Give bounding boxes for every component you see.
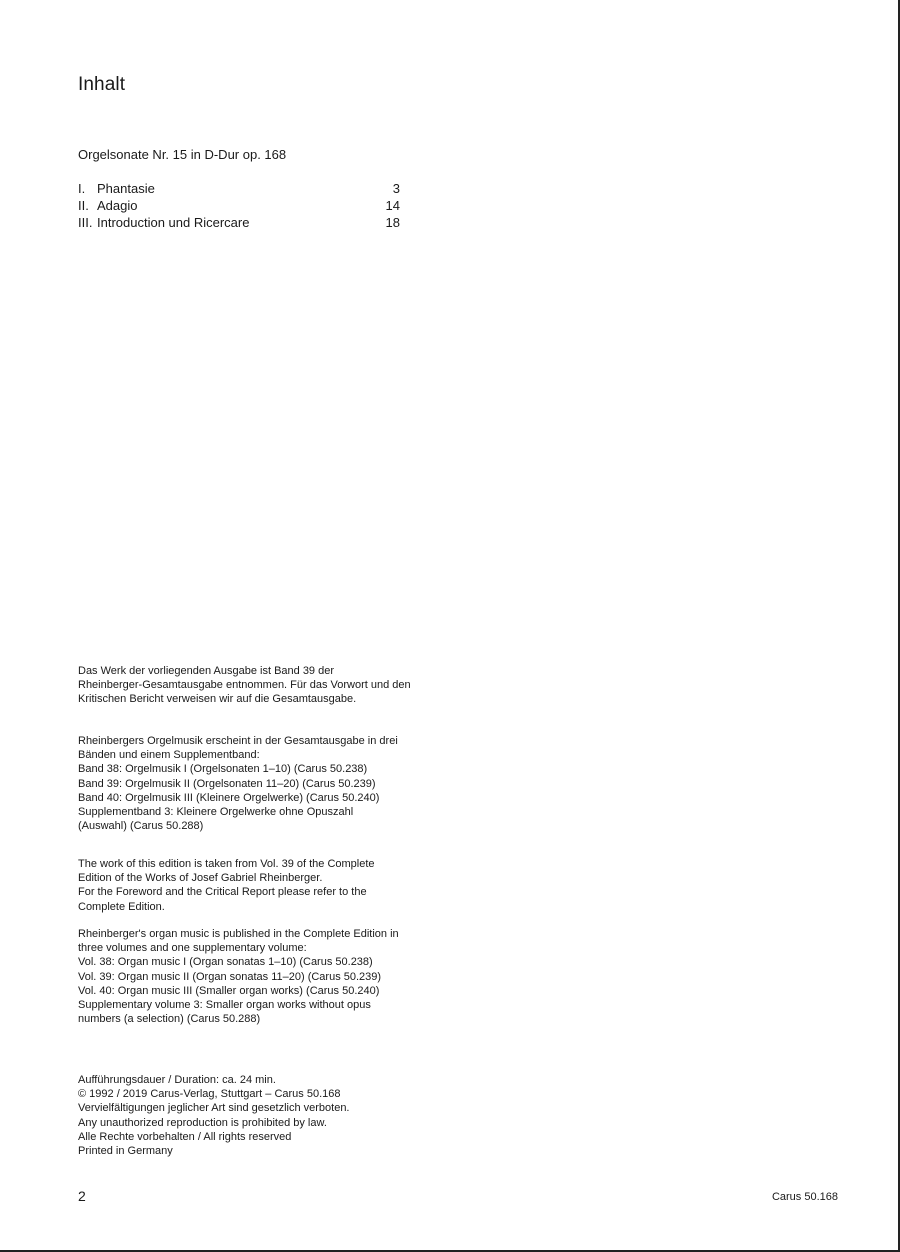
legal-notice bbox=[78, 1073, 478, 1158]
text-line: Aufführungsdauer / Duration: ca. 24 min. bbox=[78, 1074, 276, 1086]
text-line: For the Foreword and the Critical Report please refer to the bbox=[78, 886, 367, 899]
text-line: numbers (a selection) (Carus 50.288) bbox=[78, 1013, 261, 1026]
text-line: Band 38: Orgelmusik I (Orgelsonaten 1–10) (Carus 50.238) bbox=[78, 763, 368, 776]
page-title: Inhalt bbox=[78, 74, 126, 95]
toc-entry-number: III. bbox=[78, 215, 93, 230]
text-line: Rheinberger-Gesamtausgabe entnommen. Für das Vorwort und den bbox=[78, 679, 411, 692]
text-line: Vol. 39: Organ music II (Organ sonatas 11–20) (Carus 50.239) bbox=[78, 970, 382, 983]
text-line: Vol. 38: Organ music I (Organ sonatas 1–10) (Carus 50.238) bbox=[78, 956, 373, 969]
english-volumes-note bbox=[78, 927, 478, 1026]
text-line: Bänden und einem Supplementband: bbox=[78, 749, 260, 762]
page-number: 2 bbox=[78, 1188, 86, 1204]
text-line: Alle Rechte vorbehalten / All rights reserved bbox=[78, 1130, 292, 1143]
table-of-contents bbox=[78, 180, 400, 231]
text-line: Any unauthorized reproduction is prohibited by law. bbox=[78, 1116, 327, 1129]
text-line: (Auswahl) (Carus 50.288) bbox=[78, 820, 204, 833]
toc-entry-label: Phantasie bbox=[97, 181, 155, 196]
text-line: Rheinberger's organ music is published in the Complete Edition in bbox=[78, 928, 399, 940]
text-line: Das Werk der vorliegenden Ausgabe ist Band 39 der bbox=[78, 665, 335, 677]
english-source-note bbox=[78, 857, 478, 914]
text-line: Kritischen Bericht verweisen wir auf die Gesamtausgabe. bbox=[78, 693, 357, 706]
toc-entry-page: 3 bbox=[392, 181, 400, 196]
text-line: © 1992 / 2019 Carus-Verlag, Stuttgart – Carus 50.168 bbox=[78, 1088, 341, 1101]
toc-entry-label: Adagio bbox=[97, 198, 138, 213]
text-line: The work of this edition is taken from Vol. 39 of the Complete bbox=[78, 858, 375, 870]
text-line: three volumes and one supplementary volume: bbox=[78, 942, 307, 955]
text-line: Band 40: Orgelmusik III (Kleinere Orgelwerke) (Carus 50.240) bbox=[78, 791, 380, 804]
german-volumes-note bbox=[78, 734, 478, 833]
text-line: Printed in Germany bbox=[78, 1145, 173, 1158]
text-line: Rheinbergers Orgelmusik erscheint in der Gesamtausgabe in drei bbox=[78, 735, 398, 747]
german-source-note bbox=[78, 664, 478, 707]
toc-entry bbox=[78, 180, 400, 197]
text-line: Complete Edition. bbox=[78, 900, 165, 913]
text-line: Vervielfältigungen jeglicher Art sind gesetzlich verboten. bbox=[78, 1102, 350, 1115]
text-line: Supplementary volume 3: Smaller organ works without opus bbox=[78, 999, 371, 1012]
toc-entry-label: Introduction und Ricercare bbox=[97, 215, 250, 230]
text-line: Supplementband 3: Kleinere Orgelwerke ohne Opuszahl bbox=[78, 806, 354, 819]
toc-entry-number: II. bbox=[78, 198, 89, 213]
text-line: Vol. 40: Organ music III (Smaller organ works) (Carus 50.240) bbox=[78, 984, 380, 997]
toc-entry bbox=[78, 197, 400, 214]
toc-entry bbox=[78, 214, 400, 231]
toc-entry-number: I. bbox=[78, 181, 86, 196]
work-title: Orgelsonate Nr. 15 in D-Dur op. 168 bbox=[78, 147, 287, 162]
text-line: Band 39: Orgelmusik II (Orgelsonaten 11–20) (Carus 50.239) bbox=[78, 777, 376, 790]
text-line: Edition of the Works of Josef Gabriel Rheinberger. bbox=[78, 872, 323, 885]
toc-entry-page: 18 bbox=[385, 215, 400, 230]
catalog-number: Carus 50.168 bbox=[771, 1191, 838, 1203]
toc-entry-page: 14 bbox=[385, 198, 400, 213]
